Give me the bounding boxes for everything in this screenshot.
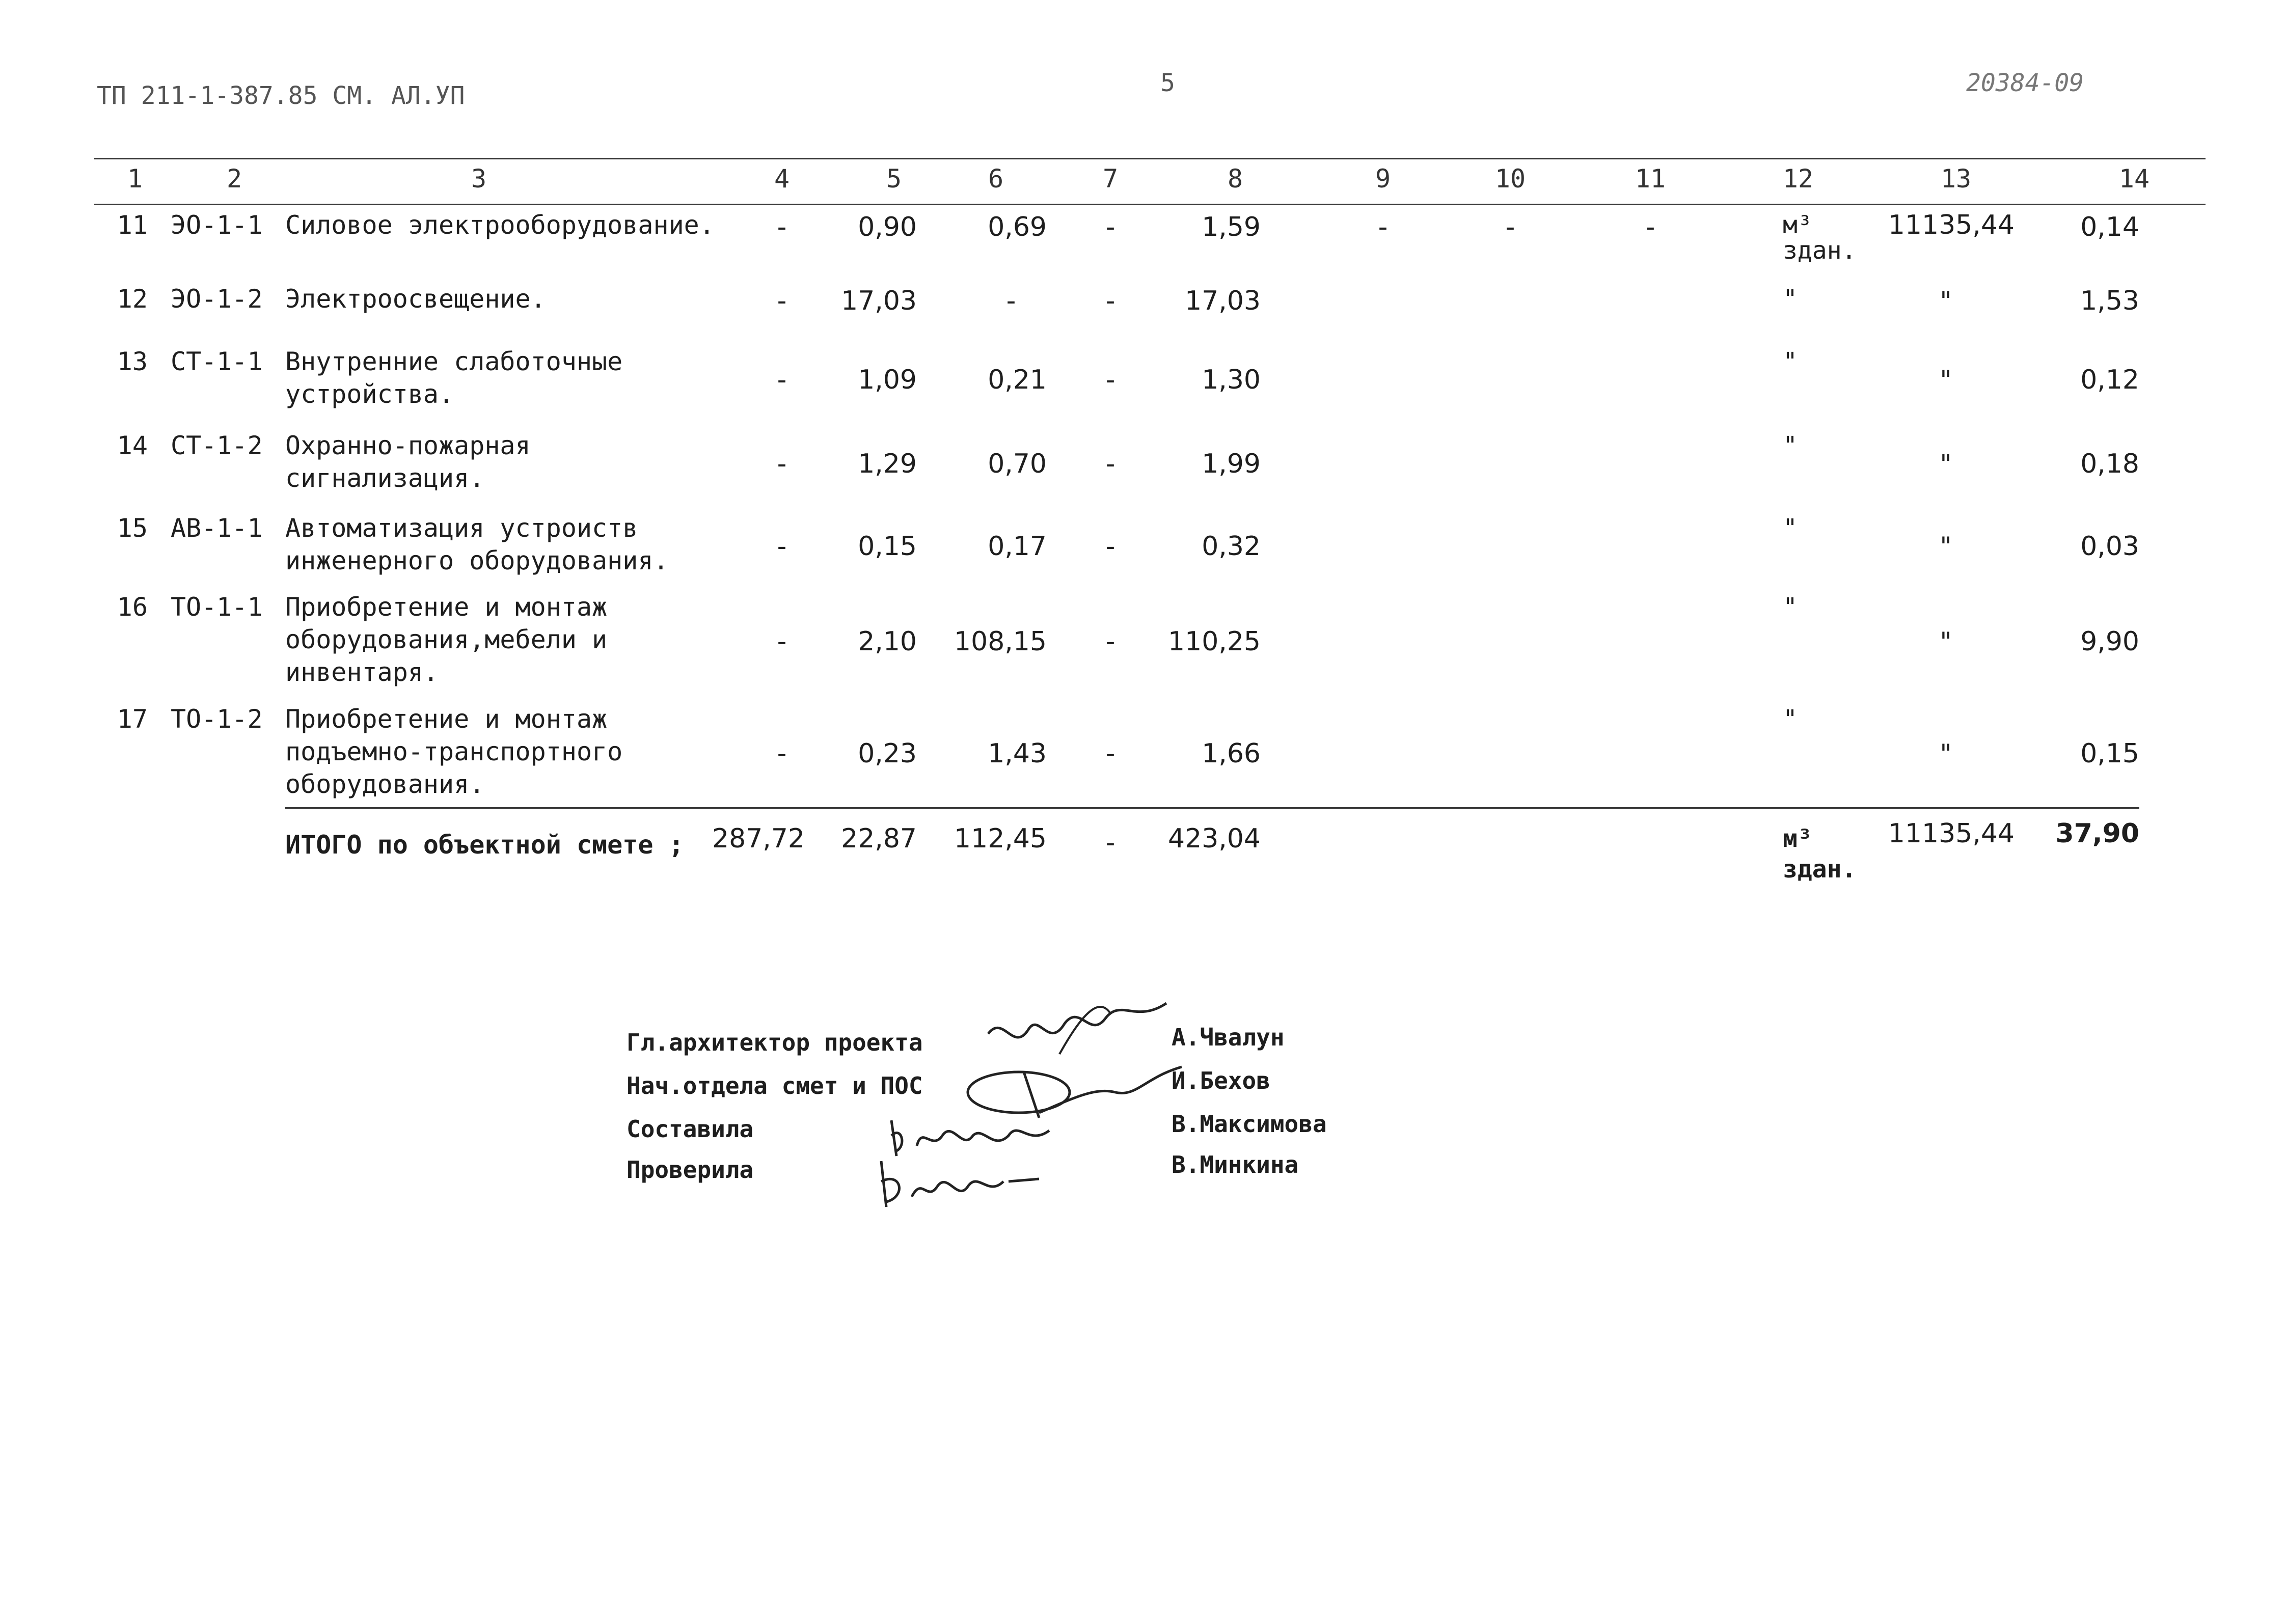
- cell-c5: 0,90: [858, 212, 917, 242]
- row-number: 13: [117, 347, 148, 376]
- work-name-line: устройства.: [285, 379, 454, 409]
- cell-c4: -: [777, 531, 787, 562]
- cell-c8: 1,59: [1202, 212, 1261, 242]
- document-code: ТП 211-1-387.85 СМ. АЛ.УП: [97, 81, 465, 110]
- signature-role: Составила: [627, 1115, 754, 1143]
- cell-c5: 1,09: [858, 365, 917, 395]
- total-unit: здан.: [1783, 855, 1857, 884]
- cell-c5: 0,15: [858, 531, 917, 562]
- column-number-3: 3: [471, 164, 487, 194]
- cell-c9: -: [1378, 212, 1388, 242]
- unit-of-measure: ": [1783, 705, 1798, 733]
- table-header-rule: [94, 204, 2206, 205]
- signatory-name: В.Минкина: [1172, 1151, 1299, 1178]
- work-name-line: инженерного оборудования.: [285, 546, 669, 575]
- column-number-5: 5: [886, 164, 902, 194]
- cell-c6: -: [1006, 286, 1016, 316]
- row-number: 12: [117, 284, 148, 314]
- column-number-1: 1: [127, 164, 143, 194]
- page-number: 5: [1160, 69, 1175, 97]
- cell-c4: -: [777, 626, 787, 657]
- cell-c14: 0,12: [2080, 365, 2139, 395]
- estimate-code: СТ-1-1: [171, 347, 263, 376]
- cell-c6: 0,69: [988, 212, 1047, 242]
- total-label: ИТОГО по объектной смете ;: [285, 830, 684, 860]
- total-c4: 287,72: [712, 823, 805, 854]
- total-c7: -: [1105, 828, 1115, 858]
- estimate-code: ТО-1-1: [171, 592, 263, 622]
- signatory-name: А.Чвалун: [1172, 1024, 1285, 1051]
- cell-c13: ": [1938, 627, 1954, 656]
- signatory-name: И.Бехов: [1172, 1067, 1270, 1094]
- row-number: 16: [117, 592, 148, 622]
- unit-of-measure: ": [1783, 285, 1798, 313]
- cell-c8: 17,03: [1185, 286, 1261, 316]
- estimate-code: АВ-1-1: [171, 513, 263, 543]
- table-top-rule: [94, 158, 2206, 159]
- unit-of-measure: м³: [1783, 211, 1812, 239]
- unit-of-measure: ": [1783, 593, 1798, 621]
- estimate-code: ТО-1-2: [171, 704, 263, 734]
- work-name-line: Внутренние слаботочные: [285, 347, 623, 376]
- unit-of-measure: здан.: [1783, 236, 1857, 265]
- cell-c8: 1,30: [1202, 365, 1261, 395]
- cell-c4: -: [777, 286, 787, 316]
- column-number-4: 4: [774, 164, 790, 194]
- cell-c7: -: [1105, 449, 1115, 479]
- cell-c14: 0,18: [2080, 449, 2139, 479]
- cell-c14: 9,90: [2080, 626, 2139, 657]
- work-name-line: Приобретение и монтаж: [285, 704, 608, 734]
- row-number: 11: [117, 210, 148, 240]
- total-rule: [285, 807, 2139, 809]
- unit-of-measure: ": [1783, 431, 1798, 460]
- work-name-line: Автоматизация устроиств: [285, 513, 638, 543]
- cell-c13: ": [1938, 365, 1954, 395]
- total-c6: 112,45: [954, 823, 1047, 854]
- cell-c14: 0,15: [2080, 738, 2139, 769]
- column-number-12: 12: [1782, 164, 1814, 194]
- cell-c6: 0,21: [988, 365, 1047, 395]
- estimate-code: ЭО-1-2: [171, 284, 263, 314]
- cell-c13: 11135,44: [1888, 210, 2015, 240]
- work-name-line: оборудования.: [285, 769, 485, 799]
- cell-c7: -: [1105, 212, 1115, 242]
- total-unit: м³: [1783, 824, 1812, 853]
- total-c13: 11135,44: [1888, 818, 2015, 849]
- total-c14: 37,90: [2055, 818, 2139, 849]
- total-c8: 423,04: [1168, 823, 1261, 854]
- work-name-line: Охранно-пожарная: [285, 431, 531, 460]
- column-number-10: 10: [1494, 164, 1526, 194]
- cell-c8: 0,32: [1202, 531, 1261, 562]
- column-number-9: 9: [1375, 164, 1391, 194]
- cell-c4: -: [777, 212, 787, 242]
- work-name-line: подъемно-транспортного: [285, 737, 623, 766]
- column-number-11: 11: [1635, 164, 1666, 194]
- cell-c14: 1,53: [2080, 286, 2139, 316]
- cell-c8: 1,66: [1202, 738, 1261, 769]
- cell-c14: 0,03: [2080, 531, 2139, 562]
- cell-c7: -: [1105, 626, 1115, 657]
- cell-c4: -: [777, 449, 787, 479]
- cell-c13: ": [1938, 286, 1954, 316]
- column-number-6: 6: [988, 164, 1004, 194]
- unit-of-measure: ": [1783, 514, 1798, 542]
- signature-role: Проверила: [627, 1156, 754, 1183]
- work-name-line: Приобретение и монтаж: [285, 592, 608, 622]
- column-number-8: 8: [1227, 164, 1243, 194]
- unit-of-measure: ": [1783, 347, 1798, 376]
- work-name-line: оборудования,мебели и: [285, 625, 608, 654]
- cell-c13: ": [1938, 449, 1954, 479]
- estimate-code: ЭО-1-1: [171, 210, 263, 240]
- cell-c5: 2,10: [858, 626, 917, 657]
- cell-c6: 0,70: [988, 449, 1047, 479]
- cell-c5: 0,23: [858, 738, 917, 769]
- total-c5: 22,87: [841, 823, 917, 854]
- cell-c7: -: [1105, 531, 1115, 562]
- work-name-line: Электроосвещение.: [285, 284, 546, 314]
- row-number: 17: [117, 704, 148, 734]
- signature-chief-architect: [983, 993, 1177, 1064]
- cell-c6: 1,43: [988, 738, 1047, 769]
- cell-c5: 1,29: [858, 449, 917, 479]
- cell-c14: 0,14: [2080, 212, 2139, 242]
- archive-number: 20384-09: [1966, 69, 2084, 97]
- cell-c13: ": [1938, 532, 1954, 561]
- signature-checker: [871, 1156, 1065, 1217]
- column-number-13: 13: [1940, 164, 1972, 194]
- cell-c6: 108,15: [954, 626, 1047, 657]
- signature-compiler: [886, 1110, 1059, 1161]
- row-number: 15: [117, 513, 148, 543]
- cell-c8: 110,25: [1168, 626, 1261, 657]
- row-number: 14: [117, 431, 148, 460]
- signature-role: Нач.отдела смет и ПОС: [627, 1072, 923, 1099]
- cell-c13: ": [1938, 739, 1954, 768]
- work-name-line: Силовое электрооборудование.: [285, 210, 715, 240]
- cell-c7: -: [1105, 286, 1115, 316]
- column-number-2: 2: [226, 164, 242, 194]
- cell-c4: -: [777, 365, 787, 395]
- work-name-line: инвентаря.: [285, 657, 439, 687]
- cell-c10: -: [1505, 212, 1515, 242]
- signature-role: Гл.архитектор проекта: [627, 1029, 923, 1056]
- column-number-14: 14: [2118, 164, 2150, 194]
- cell-c8: 1,99: [1202, 449, 1261, 479]
- cell-c11: -: [1645, 212, 1655, 242]
- estimate-code: СТ-1-2: [171, 431, 263, 460]
- work-name-line: сигнализация.: [285, 463, 485, 493]
- cell-c5: 17,03: [841, 286, 917, 316]
- cell-c7: -: [1105, 738, 1115, 769]
- cell-c4: -: [777, 738, 787, 769]
- cell-c7: -: [1105, 365, 1115, 395]
- cell-c6: 0,17: [988, 531, 1047, 562]
- signatory-name: В.Максимова: [1172, 1110, 1327, 1138]
- column-number-7: 7: [1102, 164, 1119, 194]
